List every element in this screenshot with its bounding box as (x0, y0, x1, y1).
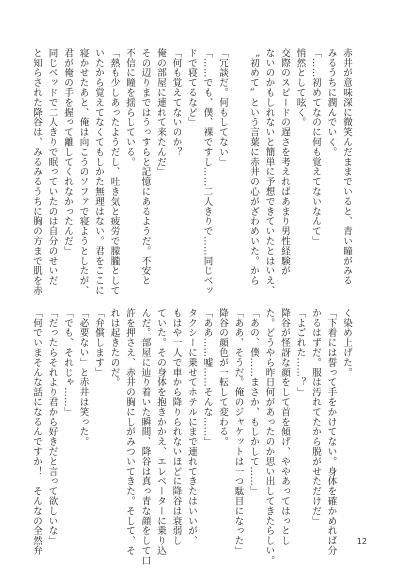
text-line: 「必要ない」と赤井は笑った。 (77, 308, 89, 447)
text-line: 「……でも、僕、裸ですし……二人きりで……同じベッ (201, 48, 213, 296)
text-line: 「冗談だ。何もしてない」 (217, 48, 228, 167)
text-line: 君が俺の手を握って離してくれなかったんだ」 (62, 48, 73, 256)
text-line: 「熱も少しあったようだし、吐き気と疲労で朦朧として (108, 48, 120, 296)
text-line: 「何でいまそんな話になるんですか！ そんなの全然弁 (31, 308, 42, 556)
text-line: 赤井が意味深に微笑んだままでいると、青い瞳がみる (341, 48, 352, 286)
text-line: 「でも、それじゃ……」 (62, 308, 73, 417)
text-line: 「だったらそれより君から好きだと言って欲しいな」 (46, 308, 58, 546)
text-line: れは起きたのだ。 (108, 308, 120, 388)
text-line: 「何も覚えてないのか？ (170, 48, 182, 157)
text-line: 「ああ……嘘……そんな……」 (201, 308, 213, 447)
text-line: 悄然として呟く。 (294, 48, 306, 128)
text-line: 不信に瞳を揺らしている。 (124, 48, 135, 167)
text-line: もはや一人で車から降りられないほどに降谷は衰弱し (170, 308, 182, 546)
text-line: いたから覚えてなくてもしかた無理はない。君をここに (93, 48, 104, 296)
text-line: 寝かせたあと、俺は向こうのソファで寝ようとしたが、 (77, 48, 89, 296)
text-line: 同じベッドで二人きりで眠っていたのは自分のせいだ (46, 48, 58, 286)
text-line: 「あの、僕……まさか、もしかして……」 (248, 308, 259, 497)
page-number: 12 (356, 537, 367, 546)
text-line: かるはずだ。服は汚れてたから脱がせただけだ」 (310, 308, 321, 526)
text-line: た。どうやら昨日何があったのか思い出してきたらしい。 (263, 308, 275, 566)
text-line: く染め上げた。 (341, 308, 352, 378)
text-line: んだ。部屋に辿り着いた瞬間、降谷は真っ青な顔をして口 (139, 308, 151, 566)
text-line: 俺の部屋に連れて来たんだ」 (155, 48, 166, 177)
text-line: 「下着には誓って手をかけてない。身体を確かめれば分 (325, 308, 337, 556)
text-line: ドで寝てるなど」 (186, 48, 197, 128)
text-line: 〝初めて〟という言葉に赤井の心がざわめいた。から (248, 48, 259, 286)
text-line: 交際のスピードの遅さを考えればあまり男性経験が (279, 48, 290, 276)
text-line: 「弁償します」 (93, 308, 104, 378)
text-line: みるうちに潤んでいく。 (325, 48, 337, 157)
text-line: と知らされた降谷は、みるみるうちに胸の方まで肌を赤 (31, 48, 42, 296)
text-line: 許を押さえ、赤井の胸にしがみついてきた。そして、そ (124, 308, 135, 556)
text-line: ていた。その身体を抱きかかえ、エレベーターに乗り込 (155, 308, 166, 556)
upper-text-block (31, 48, 354, 298)
text-line: 降谷が怪訝な顔をして首を傾げ、ややあってはっとし (279, 308, 290, 546)
text-line (230, 48, 246, 298)
text-line: タクシーに乗せてホテルにまで連れてきたはいいが、 (186, 308, 197, 546)
text-line: 「よごれた……？」 (294, 308, 306, 398)
lower-text-block (31, 308, 354, 566)
text-line: 降谷の顔色が一転して変わる。 (217, 308, 228, 447)
text-line: 「……初めてなのに何も覚えてないなんて」 (310, 48, 321, 246)
text-line: ないのかもしれないと簡単に予想できていたとはいえ、 (263, 48, 275, 296)
text-line: その辺りまではうっすらと記憶にあるようだ。不安と (139, 48, 151, 286)
text-line: 「ああ、そうだ。俺のジャケットは一つ駄目になった」 (232, 308, 244, 556)
